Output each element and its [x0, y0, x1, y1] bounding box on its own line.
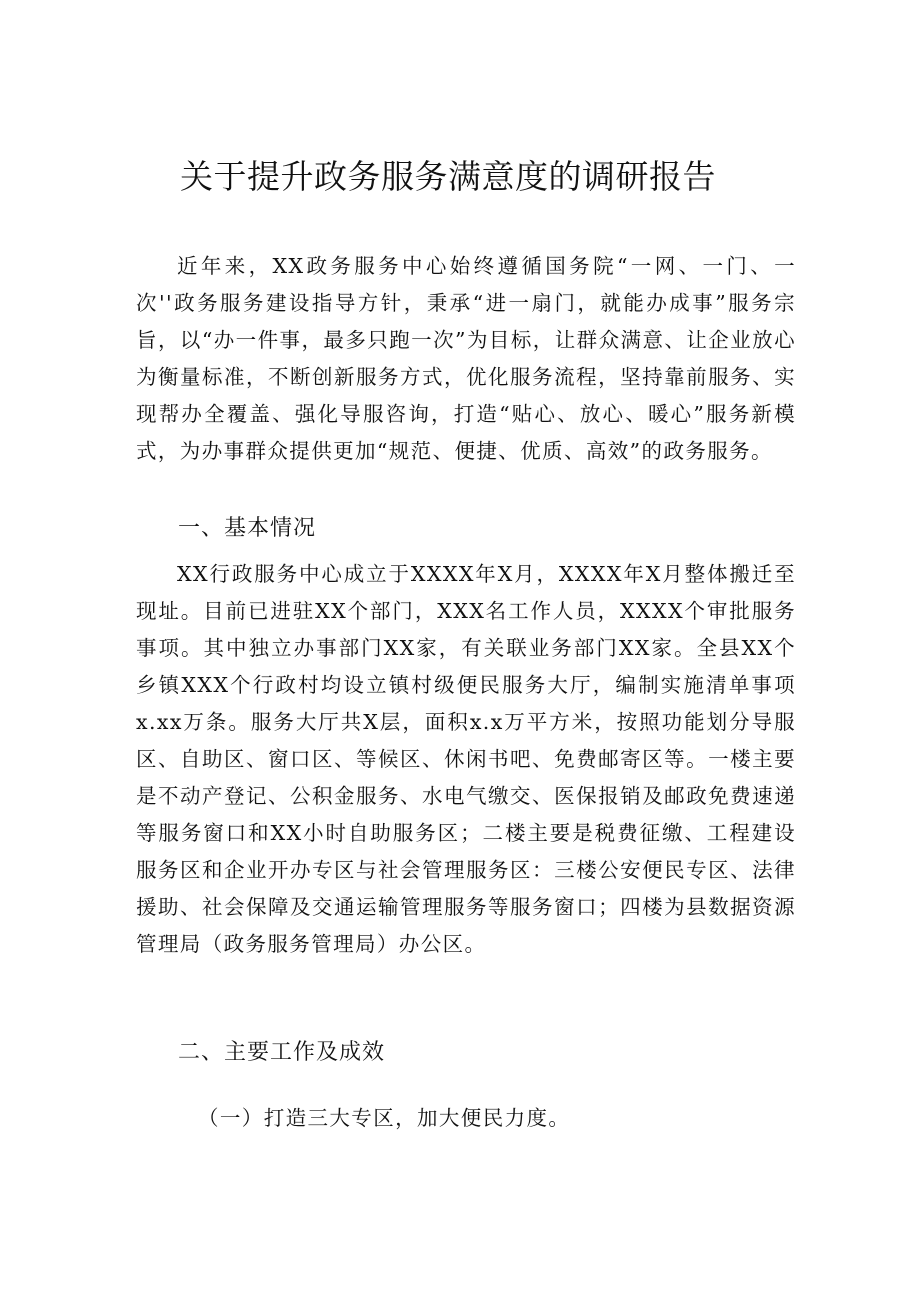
section-heading-main-work: 二、主要工作及成效 [178, 1040, 386, 1065]
subsection-heading-three-zones: （一）打造三大专区，加大便民力度。 [198, 1106, 571, 1130]
basic-situation-paragraph: XX行政服务中心成立于XXXX年X月，XXXX年X月整体搬迁至现址。目前已进驻XX个部门，XXX名工作人员，XXXX个审批服务事项。其中独立办事部门XX家，有关联业务部门XX家。全县XX个乡镇XXX个行政村均设立镇村级便民服务大厅，编制实施清单事项x.xx万条。服务大厅共X层，面积x.x万平方米，按照功能划分导服区、自助区、窗口区、等候区、休闲书吧、免费邮寄区等。一楼主要是不动产登记、公积金服务、水电气缴交、医保报销及邮政免费速递等服务窗口和XX小时自助服务区；二楼主要是税费征缴、工程建设服务区和企业开办专区与社会管理服务区：三楼公安便民专区、法律援助、社会保障及交通运输管理服务等服务窗口；四楼为县数据资源管理局（政务服务管理局）办公区。 [136, 562, 796, 956]
document-title: 关于提升政务服务满意度的调研报告 [180, 157, 716, 196]
intro-paragraph: 近年来，XX政务服务中心始终遵循国务院“一网、一门、一次''政务服务建设指导方针，秉承“进一扇门，就能办成事”服务宗旨，以“办一件事，最多只跑一次”为目标，让群众满意、让企业放心为衡量标准，不断创新服务方式，优化服务流程，坚持靠前服务、实现帮办全覆盖、强化导服咨询，打造“贴心、放心、暖心”服务新模式，为办事群众提供更加“规范、便捷、优质、高效”的政务服务。 [136, 254, 796, 463]
section-heading-basic-situation: 一、基本情况 [178, 516, 317, 541]
